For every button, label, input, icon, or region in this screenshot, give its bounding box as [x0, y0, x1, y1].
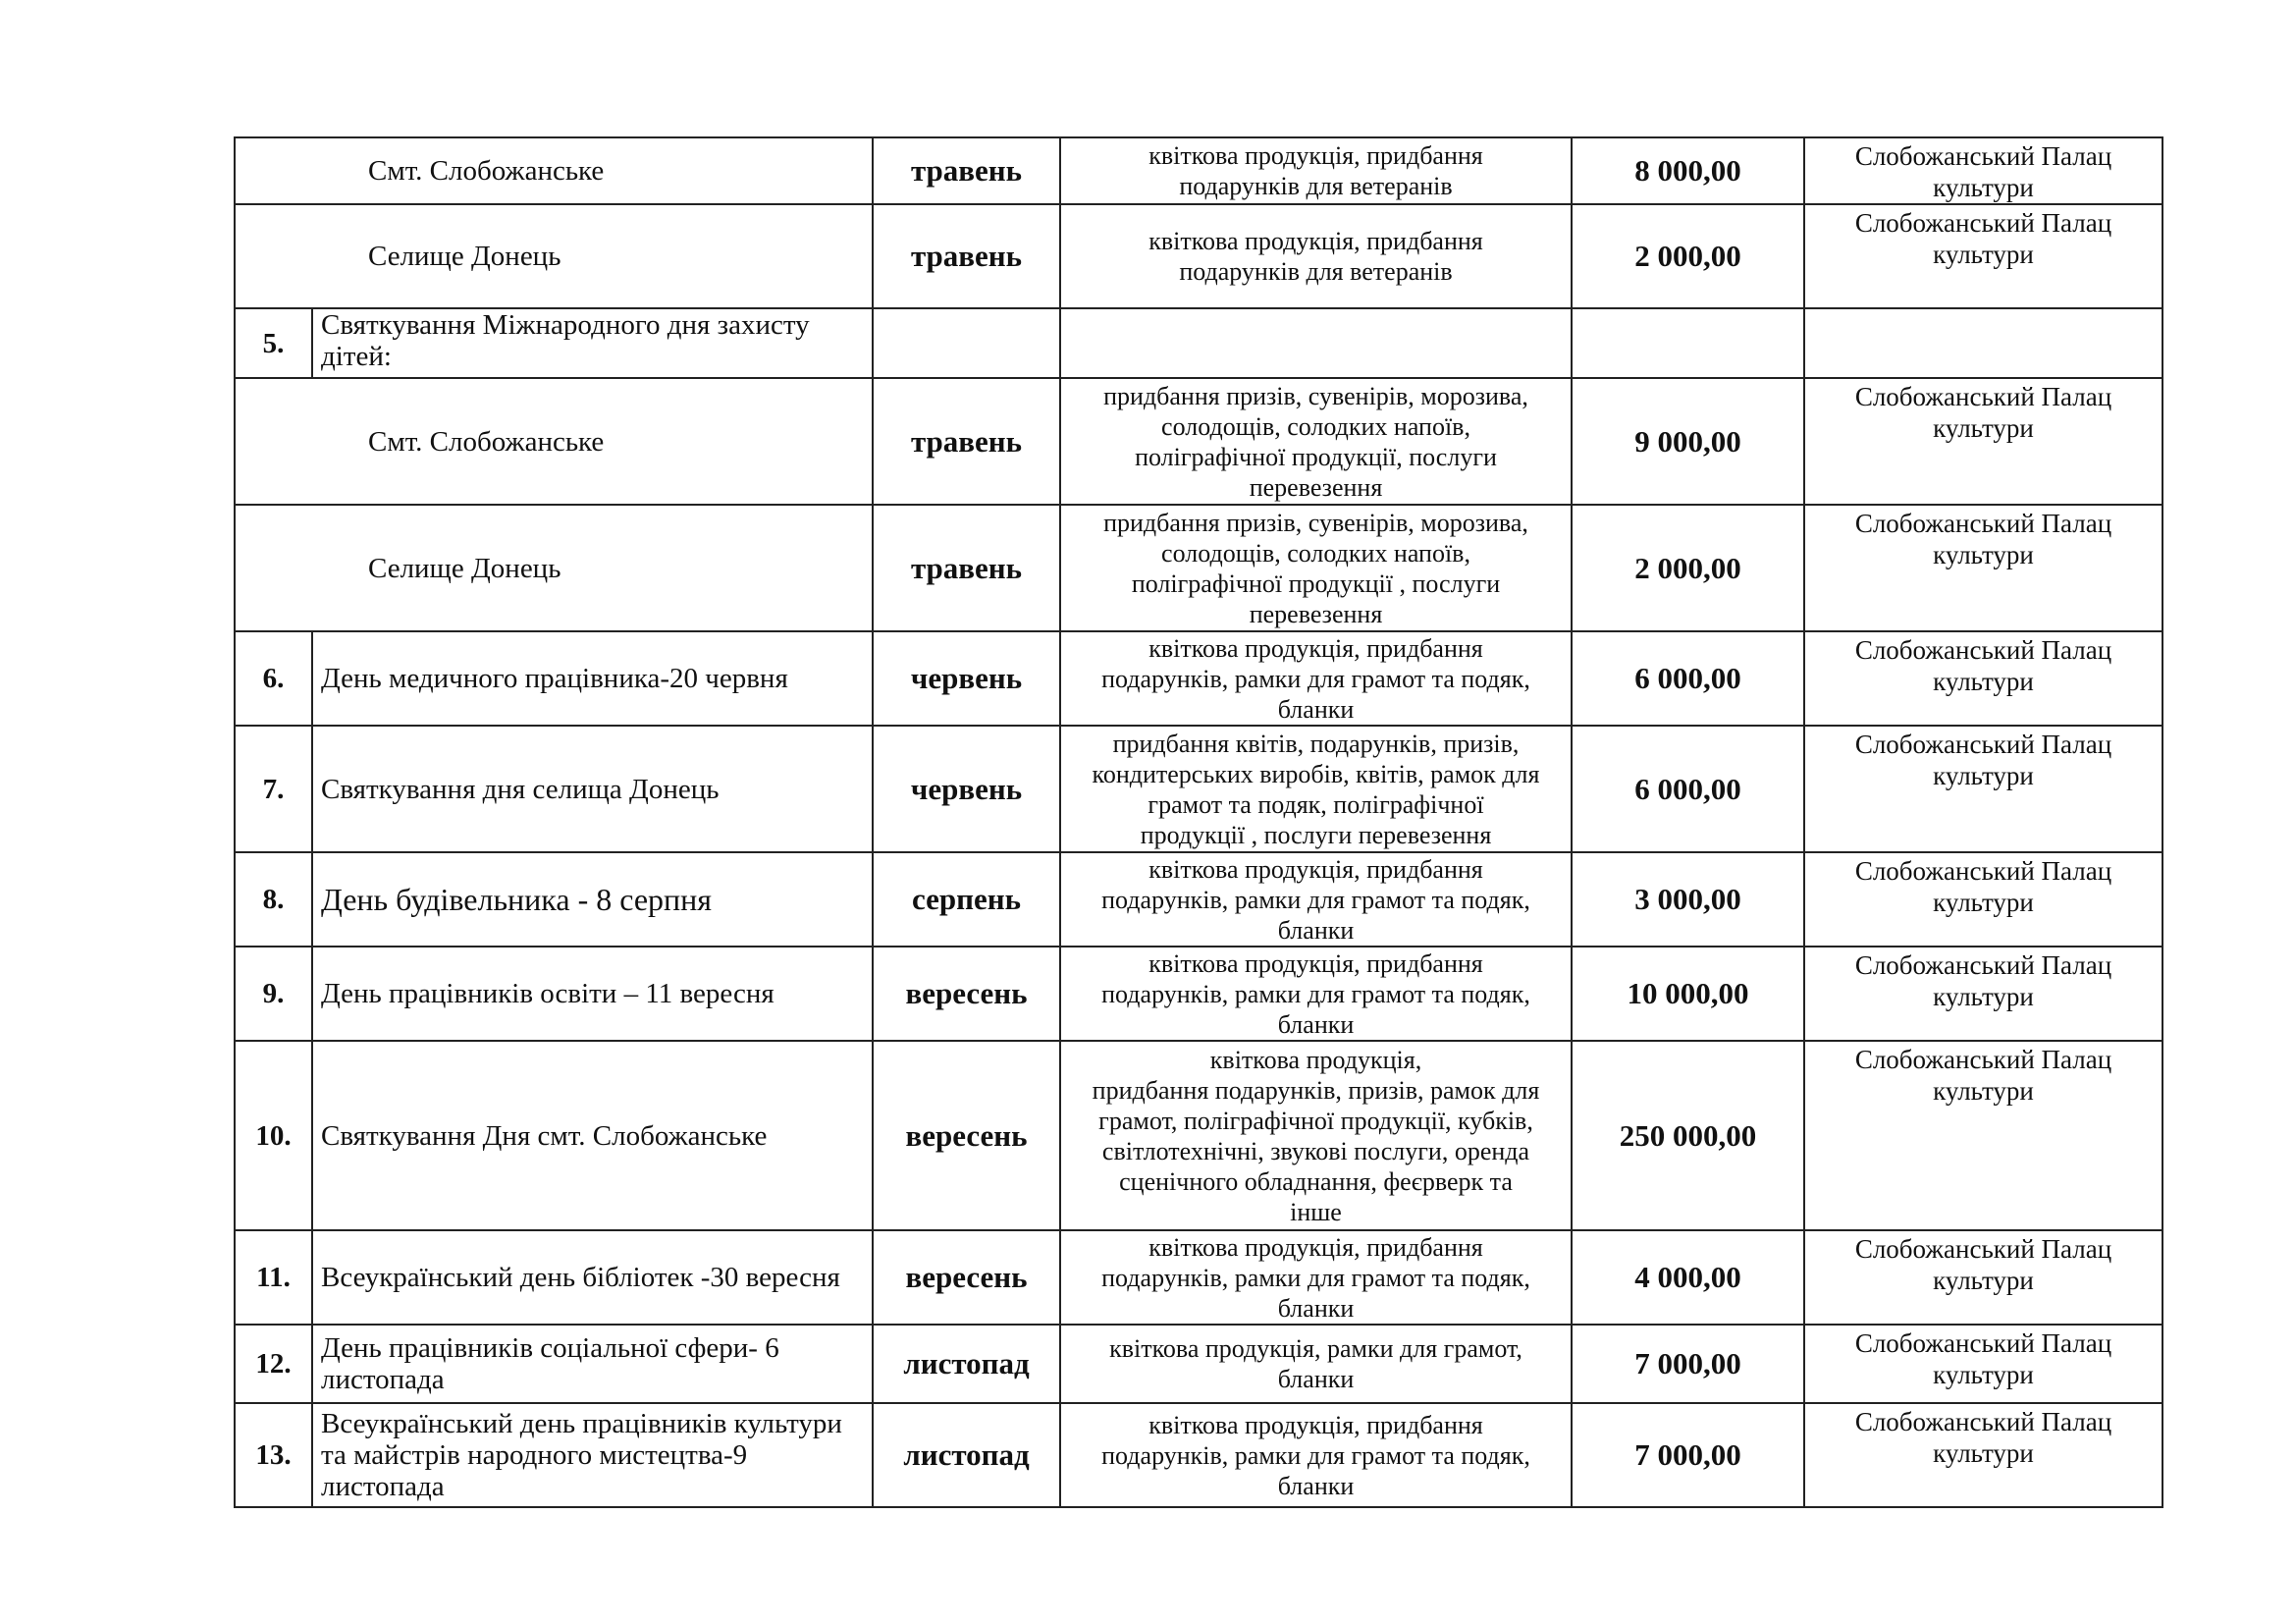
event-description	[1060, 1403, 1572, 1507]
event-description	[1060, 137, 1572, 204]
description-line: світлотехнічні, звукові послуги, оренда	[1101, 1136, 1530, 1165]
description-line: грамот, поліграфічної продукції, кубків,	[1098, 1106, 1533, 1135]
event-amount: 2 000,00	[1572, 505, 1804, 631]
event-month: травень	[873, 137, 1060, 204]
event-description	[1060, 1230, 1572, 1325]
event-month: листопад	[873, 1403, 1060, 1507]
event-description	[1060, 378, 1572, 505]
event-amount: 10 000,00	[1572, 947, 1804, 1041]
row-number: 13.	[235, 1403, 312, 1507]
event-organizer: Слобожанський Палац культури	[1804, 1325, 2163, 1403]
description-line: квіткова продукція, придбання	[1148, 141, 1483, 170]
description-line: бланки	[1277, 1365, 1355, 1393]
row-number: 11.	[235, 1230, 312, 1325]
event-description	[1060, 726, 1572, 852]
description-line: бланки	[1277, 1009, 1355, 1039]
event-description	[1060, 852, 1572, 947]
description-line: подарунків, рамки для грамот та подяк,	[1101, 979, 1530, 1008]
event-organizer: Слобожанський Палац культури	[1804, 204, 2163, 308]
description-line: квіткова продукція, придбання	[1148, 948, 1483, 978]
description-line: квіткова продукція, придбання	[1148, 227, 1483, 255]
event-name: День медичного працівника-20 червня	[312, 631, 873, 726]
event-month: травень	[873, 378, 1060, 505]
event-amount: 3 000,00	[1572, 852, 1804, 947]
row-number: 7.	[235, 726, 312, 852]
description-line: перевезення	[1249, 599, 1383, 628]
description-line: грамот та подяк, поліграфічної	[1148, 789, 1484, 819]
event-description	[1060, 204, 1572, 308]
event-amount: 8 000,00	[1572, 137, 1804, 204]
event-name: Святкування Міжнародного дня захисту дітей:	[312, 308, 873, 378]
event-month: травень	[873, 505, 1060, 631]
event-organizer	[1804, 308, 2163, 378]
description-line: квіткова продукція,	[1209, 1045, 1422, 1074]
event-name: Всеукраїнський день бібліотек -30 вересня	[312, 1230, 873, 1325]
table-row	[235, 204, 2163, 308]
row-number: 9.	[235, 947, 312, 1041]
event-name: День працівників соціальної сфери- 6 листопада	[312, 1325, 873, 1403]
description-line: кондитерських виробів, квітів, рамок для	[1092, 759, 1540, 788]
event-description	[1060, 308, 1572, 378]
event-name: День працівників освіти – 11 вересня	[312, 947, 873, 1041]
event-month: червень	[873, 631, 1060, 726]
event-month: травень	[873, 204, 1060, 308]
description-line: поліграфічної продукції, послуги	[1135, 442, 1497, 471]
table-row	[235, 378, 2163, 505]
table-body	[235, 137, 2163, 1507]
event-month	[873, 308, 1060, 378]
event-month: вересень	[873, 1230, 1060, 1325]
event-organizer: Слобожанський Палац культури	[1804, 378, 2163, 505]
event-amount: 7 000,00	[1572, 1325, 1804, 1403]
table-row	[235, 137, 2163, 204]
event-organizer: Слобожанський Палац культури	[1804, 726, 2163, 852]
event-name: День будівельника - 8 серпня	[312, 852, 873, 947]
description-line: сценічного обладнання, феєрверк та	[1119, 1166, 1513, 1196]
table-row	[235, 631, 2163, 726]
table-row	[235, 505, 2163, 631]
event-description	[1060, 1041, 1572, 1230]
event-amount: 250 000,00	[1572, 1041, 1804, 1230]
table-row	[235, 947, 2163, 1041]
row-number: 8.	[235, 852, 312, 947]
event-amount: 7 000,00	[1572, 1403, 1804, 1507]
event-description	[1060, 505, 1572, 631]
description-line: інше	[1290, 1197, 1342, 1226]
event-name: Селище Донець	[235, 204, 873, 308]
event-organizer: Слобожанський Палац культури	[1804, 505, 2163, 631]
description-line: придбання призів, сувенірів, морозива,	[1103, 381, 1528, 410]
description-line: бланки	[1277, 694, 1355, 724]
table-row	[235, 1325, 2163, 1403]
row-number: 10.	[235, 1041, 312, 1230]
event-amount: 9 000,00	[1572, 378, 1804, 505]
event-month: листопад	[873, 1325, 1060, 1403]
description-line: бланки	[1277, 1471, 1355, 1500]
description-line: подарунків, рамки для грамот та подяк,	[1101, 885, 1530, 914]
table-row	[235, 1403, 2163, 1507]
event-amount: 6 000,00	[1572, 631, 1804, 726]
event-description	[1060, 1325, 1572, 1403]
table-row	[235, 726, 2163, 852]
table-row	[235, 1041, 2163, 1230]
description-line: квіткова продукція, рамки для грамот,	[1109, 1334, 1522, 1363]
description-line: подарунків для ветеранів	[1179, 257, 1453, 286]
row-number: 6.	[235, 631, 312, 726]
description-line: квіткова продукція, придбання	[1148, 633, 1483, 663]
event-month: вересень	[873, 1041, 1060, 1230]
event-organizer: Слобожанський Палац культури	[1804, 1230, 2163, 1325]
row-number: 12.	[235, 1325, 312, 1403]
table-row	[235, 308, 2163, 378]
description-line: подарунків для ветеранів	[1179, 172, 1453, 200]
event-name: Святкування дня селища Донець	[312, 726, 873, 852]
event-amount: 2 000,00	[1572, 204, 1804, 308]
description-line: придбання призів, сувенірів, морозива,	[1103, 508, 1528, 537]
description-line: квіткова продукція, придбання	[1148, 1410, 1483, 1439]
description-line: подарунків, рамки для грамот та подяк,	[1101, 1440, 1530, 1470]
description-line: солодощів, солодких напоїв,	[1161, 411, 1470, 441]
description-line: бланки	[1277, 1293, 1355, 1323]
description-line: квіткова продукція, придбання	[1148, 1232, 1483, 1262]
table-row	[235, 1230, 2163, 1325]
event-name: Селище Донець	[235, 505, 873, 631]
event-organizer: Слобожанський Палац культури	[1804, 1403, 2163, 1507]
event-organizer: Слобожанський Палац культури	[1804, 631, 2163, 726]
event-amount	[1572, 308, 1804, 378]
description-line: перевезення	[1249, 472, 1383, 502]
event-month: серпень	[873, 852, 1060, 947]
event-name: Смт. Слобожанське	[235, 137, 873, 204]
event-organizer: Слобожанський Палац культури	[1804, 852, 2163, 947]
event-organizer: Слобожанський Палац культури	[1804, 947, 2163, 1041]
event-month: червень	[873, 726, 1060, 852]
event-description	[1060, 947, 1572, 1041]
event-name: Смт. Слобожанське	[235, 378, 873, 505]
description-line: бланки	[1277, 915, 1355, 945]
table-row	[235, 852, 2163, 947]
event-amount: 6 000,00	[1572, 726, 1804, 852]
event-description	[1060, 631, 1572, 726]
description-line: поліграфічної продукції , послуги	[1131, 568, 1501, 598]
description-line: подарунків, рамки для грамот та подяк,	[1101, 664, 1530, 693]
event-organizer: Слобожанський Палац культури	[1804, 137, 2163, 204]
event-organizer: Слобожанський Палац культури	[1804, 1041, 2163, 1230]
description-line: придбання квітів, подарунків, призів,	[1112, 729, 1520, 758]
event-name: Святкування Дня смт. Слобожанське	[312, 1041, 873, 1230]
event-name: Всеукраїнський день працівників культури та майстрів народного мистецтва-9 листопада	[312, 1403, 873, 1507]
description-line: квіткова продукція, придбання	[1148, 854, 1483, 884]
description-line: солодощів, солодких напоїв,	[1161, 538, 1470, 568]
event-month: вересень	[873, 947, 1060, 1041]
description-line: продукції , послуги перевезення	[1140, 820, 1492, 849]
row-number: 5.	[235, 308, 312, 378]
events-table	[234, 136, 2163, 1508]
description-line: придбання подарунків, призів, рамок для	[1092, 1075, 1540, 1105]
description-line: подарунків, рамки для грамот та подяк,	[1101, 1263, 1530, 1292]
event-amount: 4 000,00	[1572, 1230, 1804, 1325]
